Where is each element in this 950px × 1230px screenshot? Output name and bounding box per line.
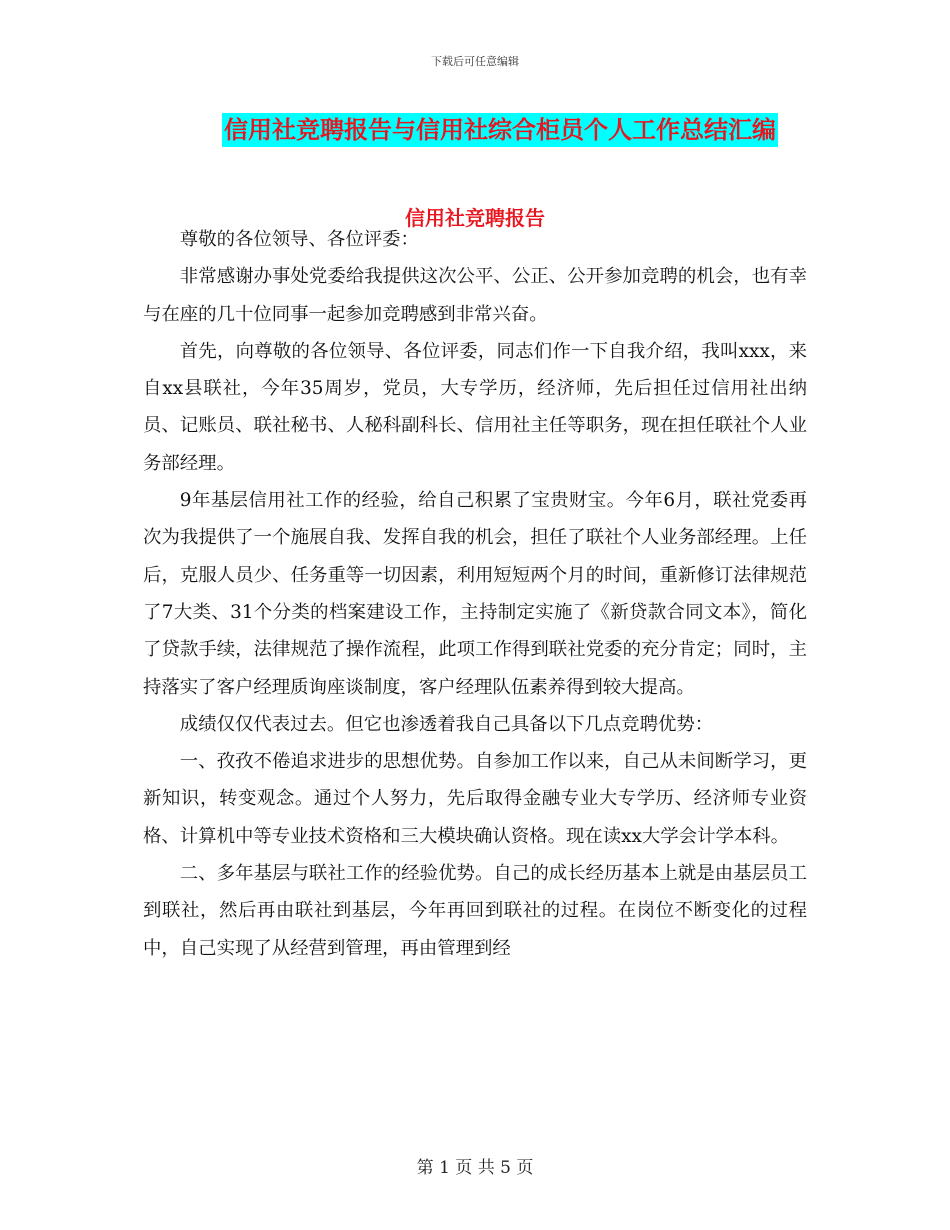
paragraph: 一、孜孜不倦追求进步的思想优势。自参加工作以来，自己从未间断学习，更新知识，转变观念。通过个人努力，先后取得金融专业大专学历、经济师专业资格、计算机中等专业技术资格和三大模块确认资格。现在读xx大学会计学本科。 [143, 751, 807, 847]
paragraph: 成绩仅仅代表过去。但它也渗透着我自己具备以下几点竞聘优势： [179, 713, 714, 735]
page-number-footer: 第 1 页 共 5 页 [416, 1158, 534, 1178]
main-title-container [0, 113, 950, 147]
header-note: 下载后可任意编辑 [431, 55, 519, 68]
section-title: 信用社竞聘报告 [405, 206, 545, 230]
paragraph: 9年基层信用社工作的经验，给自己积累了宝贵财宝。今年6月，联社党委再次为我提供了一个施展自我、发挥自我的机会，担任了联社个人业务部经理。上任后，克服人员少、任务重等一切因素，利用短短两个月的时间，重新修订法律规范了7大类、31个分类的档案建设工作，主持制定实施了《新贷款合同文本》，简化了贷款手续，法律规范了操作流程，此项工作得到联社党委的充分肯定；同时，主持落实了客户经理质询座谈制度，客户经理队伍素养得到较大提高。 [143, 490, 807, 698]
paragraph-salutation: 尊敬的各位领导、各位评委： [179, 229, 419, 250]
paragraph: 二、多年基层与联社工作的经验优势。自己的成长经历基本上就是由基层员工到联社，然后再由联社到基层，今年再回到联社的过程。在岗位不断变化的过程中，自己实现了从经营到管理，再由管理到经 [143, 863, 807, 959]
body-text [143, 221, 807, 967]
paragraph: 首先，向尊敬的各位领导、各位评委，同志们作一下自我介绍，我叫xxx，来自xx县联社，今年35周岁，党员，大专学历，经济师，先后担任过信用社出纳员、记账员、联社秘书、人秘科副科长、信用社主任等职务，现在担任联社个人业务部经理。 [143, 340, 807, 474]
paragraph: 非常感谢办事处党委给我提供这次公平、公正、公开参加竞聘的机会，也有幸与在座的几十位同事一起参加竞聘感到非常兴奋。 [143, 266, 807, 325]
main-title: 信用社竞聘报告与信用社综合柜员个人工作总结汇编 [222, 113, 778, 147]
